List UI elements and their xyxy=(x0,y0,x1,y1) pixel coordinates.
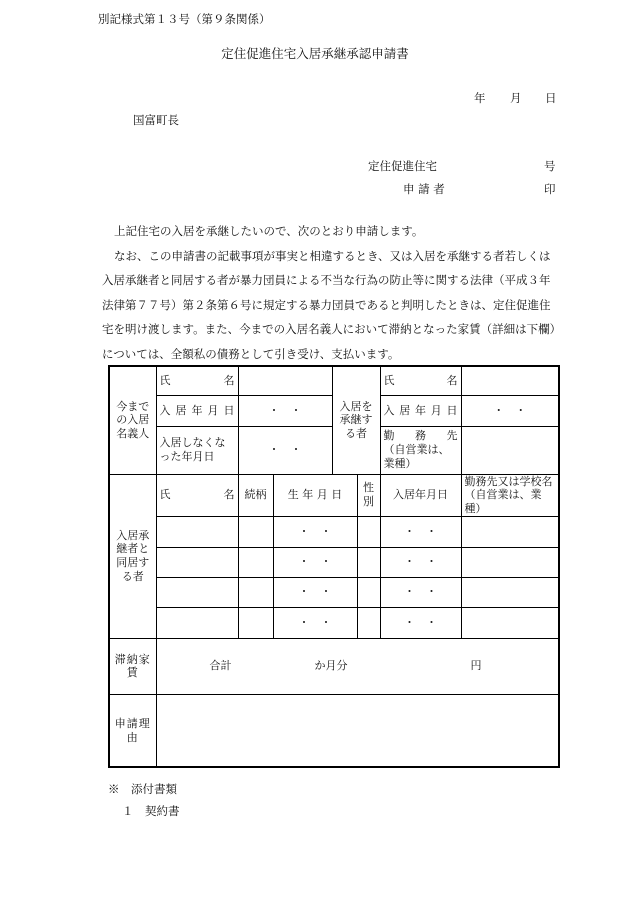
prev-tenant-section-label: 今までの入居名義人 xyxy=(109,366,156,474)
date-month-label: 月 xyxy=(510,91,522,105)
prev-tenant-move-out-label: 入居しなくなった年月日 xyxy=(156,426,238,474)
date-year-label: 年 xyxy=(474,91,486,105)
successor-workplace-note: （自営業は、業種） xyxy=(383,443,450,470)
cohabitant-workplace-field[interactable] xyxy=(461,607,559,638)
arrears-field[interactable] xyxy=(156,638,559,694)
cohabitant-birthdate-field[interactable]: ・ ・ xyxy=(273,577,357,607)
body-paragraphs xyxy=(102,219,560,367)
cohabitant-workplace-field[interactable] xyxy=(461,516,559,547)
table-row xyxy=(109,547,559,577)
cohabitant-move-in-field[interactable]: ・ ・ xyxy=(380,547,461,577)
cohabitant-move-in-field[interactable]: ・ ・ xyxy=(380,577,461,607)
cohabitant-birthdate-field[interactable]: ・ ・ xyxy=(273,547,357,577)
cohabitant-name-field[interactable] xyxy=(156,547,238,577)
successor-move-in-field[interactable]: ・ ・ xyxy=(461,395,559,426)
housing-label: 定住促進住宅 xyxy=(368,159,437,173)
cohabitant-sex-field[interactable] xyxy=(357,547,380,577)
arrears-yen-label: 円 xyxy=(470,658,482,672)
cohabitant-birthdate-field[interactable]: ・ ・ xyxy=(273,607,357,638)
cohabitant-header-workplace: 勤務先又は学校名（自営業は、業種） xyxy=(461,474,559,516)
table-row xyxy=(109,516,559,547)
successor-section-label: 入居を承継する者 xyxy=(332,366,380,474)
cohabitant-sex-field[interactable] xyxy=(357,577,380,607)
arrears-months-label: か月分 xyxy=(314,658,348,672)
cohabitant-name-field[interactable] xyxy=(156,607,238,638)
housing-number-suffix: 号 xyxy=(544,159,556,173)
cohabitants-section-label: 入居承継者と同居する者 xyxy=(109,474,156,638)
reason-label: 申請理由 xyxy=(109,694,156,767)
cohabitant-header-relation: 続柄 xyxy=(238,474,273,516)
cohabitant-relation-field[interactable] xyxy=(238,516,273,547)
cohabitant-header-sex: 性別 xyxy=(357,474,380,516)
cohabitant-birthdate-field[interactable]: ・ ・ xyxy=(273,516,357,547)
successor-name-field[interactable] xyxy=(461,366,559,395)
form-number: 別記様式第１３号（第９条関係） xyxy=(98,12,271,26)
prev-tenant-move-out-field[interactable]: ・ ・ xyxy=(238,426,332,474)
cohabitant-relation-field[interactable] xyxy=(238,547,273,577)
successor-workplace-title: 勤 務 先 xyxy=(383,429,458,443)
table-row xyxy=(109,607,559,638)
cohabitant-name-field[interactable] xyxy=(156,577,238,607)
successor-name-label: 氏 名 xyxy=(380,366,461,395)
application-table xyxy=(108,365,560,768)
prev-tenant-name-label: 氏 名 xyxy=(156,366,238,395)
attachments-heading: ※ 添付書類 xyxy=(108,782,177,796)
addressee: 国富町長 xyxy=(133,113,179,127)
cohabitant-relation-field[interactable] xyxy=(238,607,273,638)
cohabitant-sex-field[interactable] xyxy=(357,516,380,547)
prev-tenant-move-in-label: 入居年月日 xyxy=(156,395,238,426)
table-row xyxy=(109,577,559,607)
successor-move-in-label: 入居年月日 xyxy=(380,395,461,426)
reason-field[interactable] xyxy=(156,694,559,767)
cohabitant-name-field[interactable] xyxy=(156,516,238,547)
cohabitant-header-name: 氏 名 xyxy=(156,474,238,516)
arrears-label: 滞納家賃 xyxy=(109,638,156,694)
attachment-item: １ 契約書 xyxy=(122,804,180,818)
cohabitant-move-in-field[interactable]: ・ ・ xyxy=(380,516,461,547)
prev-tenant-name-field[interactable] xyxy=(238,366,332,395)
seal-mark: 印 xyxy=(544,182,556,196)
cohabitant-move-in-field[interactable]: ・ ・ xyxy=(380,607,461,638)
cohabitant-sex-field[interactable] xyxy=(357,607,380,638)
successor-workplace-label xyxy=(380,426,461,474)
successor-workplace-field[interactable] xyxy=(461,426,559,474)
cohabitant-relation-field[interactable] xyxy=(238,577,273,607)
cohabitant-header-move-in: 入居年月日 xyxy=(380,474,461,516)
cohabitant-workplace-field[interactable] xyxy=(461,577,559,607)
applicant-label: 申 請 者 xyxy=(403,182,445,196)
prev-tenant-move-in-field[interactable]: ・ ・ xyxy=(238,395,332,426)
declaration-paragraph: なお、この申請書の記載事項が事実と相違するとき、又は入居を承継する者若しくは入居承継者と同居する者が暴力団員による不当な行為の防止等に関する法律（平成３年法律第７７号）第２条第６号に規定する暴力団員であると判明したときは、定住促進住宅を明け渡します。また、今までの入居名義人において滞納となった家賃（詳細は下欄）については、全額私の債務として引き受け、支払います。 xyxy=(102,248,556,361)
date-day-label: 日 xyxy=(545,91,557,105)
cohabitant-header-birthdate: 生 年 月 日 xyxy=(273,474,357,516)
page-title: 定住促進住宅入居承継承認申請書 xyxy=(221,46,409,61)
cohabitant-workplace-field[interactable] xyxy=(461,547,559,577)
intro-paragraph: 上記住宅の入居を承継したいので、次のとおり申請します。 xyxy=(114,224,424,238)
arrears-total-label: 合計 xyxy=(209,658,232,672)
